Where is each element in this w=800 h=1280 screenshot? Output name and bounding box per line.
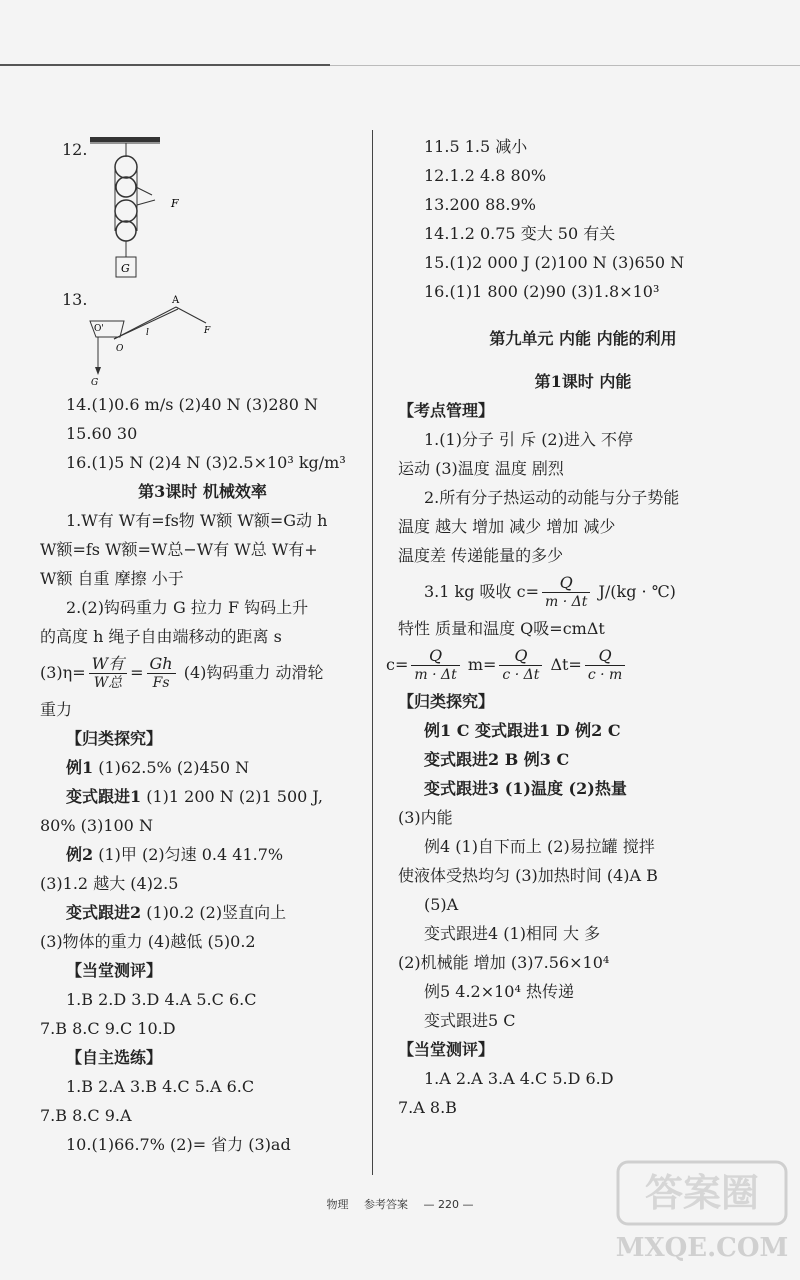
answer-r14: 14.1.2 0.75 变大 50 有关 <box>424 224 616 243</box>
kd-line3c-formulas <box>386 643 768 687</box>
watermark-text: 答案圈 <box>644 1170 760 1215</box>
fraction-dt <box>585 647 625 684</box>
dangtang-right-2: 7.A 8.B <box>398 1098 457 1117</box>
column-divider <box>372 130 373 1175</box>
formula-m: m= <box>462 655 497 674</box>
guilei-line3b: (3)内能 <box>398 808 453 827</box>
force-label-F1: F <box>204 326 211 336</box>
fraction-numerator: Q <box>411 647 459 666</box>
point-label-Oprime: O' <box>94 324 104 334</box>
kd-line1b: 运动 (3)温度 温度 剧烈 <box>398 459 564 478</box>
q12-number: 12. <box>62 140 88 159</box>
l3-efficiency-formula <box>40 651 365 695</box>
unit9-title: 第九单元 内能 内能的利用 <box>489 329 677 348</box>
kd-line3-formula <box>398 570 768 614</box>
section-kaodian: 【考点管理】 <box>398 401 495 420</box>
point-label-O: O <box>116 344 124 354</box>
section-guilei-right: 【归类探究】 <box>398 692 495 711</box>
fraction-numerator: Q <box>499 647 542 666</box>
left-column <box>40 135 365 1159</box>
q12-block <box>40 135 365 285</box>
q13-block <box>40 285 365 390</box>
guilei-line1: 例1 C 变式跟进1 D 例2 C <box>424 721 621 740</box>
example1 <box>40 753 365 782</box>
page-number: — 220 — <box>423 1198 474 1211</box>
variant2 <box>40 898 365 927</box>
l3-line3-tail: 重力 <box>40 700 73 719</box>
section-dangtang-right: 【当堂测评】 <box>398 1040 495 1059</box>
right-column <box>386 132 768 1122</box>
guilei-line6: 例5 4.2×10⁴ 热传递 <box>424 982 574 1001</box>
fraction-denominator: m · Δt <box>414 667 457 683</box>
fraction-m <box>499 647 542 684</box>
fraction-w <box>89 655 127 692</box>
formula-dt: Δt= <box>545 655 582 674</box>
guilei-line5: 变式跟进4 (1)相同 大 多 <box>424 924 601 943</box>
example-text: (1)甲 (2)匀速 0.4 41.7% <box>98 845 284 864</box>
fraction-numerator: Q <box>542 574 590 593</box>
variant1-cont: 80% (3)100 N <box>40 816 153 835</box>
fraction-c <box>411 647 459 684</box>
guilei-line4c: (5)A <box>424 895 459 914</box>
fraction-denominator: Fs <box>152 675 170 691</box>
section-guilei: 【归类探究】 <box>66 729 163 748</box>
l3-line1a: 1.W有 W有=fs物 W额 W额=G动 h <box>66 511 328 530</box>
section-dangtang: 【当堂测评】 <box>66 961 163 980</box>
fraction-denominator: c · m <box>587 667 623 683</box>
q13-number: 13. <box>62 290 88 309</box>
zizhu-answers-1: 1.B 2.A 3.B 4.C 5.A 6.C <box>66 1077 255 1096</box>
spacer <box>398 306 768 324</box>
formula-c: c= <box>386 655 409 674</box>
spacer <box>398 353 768 367</box>
kd-line3b: 特性 质量和温度 Q吸=cmΔt <box>398 619 605 638</box>
fraction-numerator: Q <box>585 647 625 666</box>
formula-prefix: (3)η= <box>40 663 86 682</box>
formula-suffix: J/(kg · ℃) <box>593 582 676 601</box>
guilei-line5b: (2)机械能 增加 (3)7.56×10⁴ <box>398 953 610 972</box>
zizhu-answers-3: 10.(1)66.7% (2)= 省力 (3)ad <box>66 1135 291 1154</box>
guilei-line7: 变式跟进5 C <box>424 1011 516 1030</box>
guilei-line3: 变式跟进3 (1)温度 (2)热量 <box>424 779 627 798</box>
variant-text: (1)0.2 (2)竖直向上 <box>146 903 287 922</box>
lesson1-title: 第1课时 内能 <box>534 372 632 391</box>
guilei-line4: 例4 (1)自下而上 (2)易拉罐 搅拌 <box>424 837 655 856</box>
kd-line2b: 温度 越大 增加 减少 增加 减少 <box>398 517 616 536</box>
footer-label: 参考答案 <box>364 1198 408 1211</box>
kd-line1a: 1.(1)分子 引 斥 (2)进入 不停 <box>424 430 633 449</box>
top-rule-light <box>330 65 800 66</box>
weight-label-G: G <box>91 378 99 388</box>
pulley-figure <box>90 135 210 285</box>
example-label: 例2 <box>66 845 94 864</box>
dangtang-answers-2: 7.B 8.C 9.C 10.D <box>40 1019 176 1038</box>
answer-q14: 14.(1)0.6 m/s (2)40 N (3)280 N <box>66 395 318 414</box>
guilei-line4b: 使液体受热均匀 (3)加热时间 (4)A B <box>398 866 658 885</box>
dangtang-right-1: 1.A 2.A 3.A 4.C 5.D 6.D <box>424 1069 614 1088</box>
fraction-gh <box>147 655 176 692</box>
answer-r15: 15.(1)2 000 J (2)100 N (3)650 N <box>424 253 685 272</box>
kd-line2c: 温度差 传递能量的多少 <box>398 546 564 565</box>
section-zizhu: 【自主选练】 <box>66 1048 163 1067</box>
answer-r13: 13.200 88.9% <box>424 195 536 214</box>
l3-line1c: W额 自重 摩擦 小于 <box>40 569 184 588</box>
variant-label: 变式跟进2 <box>66 903 142 922</box>
example2 <box>40 840 365 869</box>
fraction-denominator: W总 <box>93 675 123 691</box>
answer-q16: 16.(1)5 N (2)4 N (3)2.5×10³ kg/m³ <box>66 453 346 472</box>
kd-line2a: 2.所有分子热运动的动能与分子势能 <box>424 488 680 507</box>
watermark-logo <box>612 1158 792 1268</box>
fraction-numerator: Gh <box>147 655 176 674</box>
arm-label-l1: l <box>146 328 149 338</box>
watermark-url: MXQE.COM <box>615 1233 789 1263</box>
formula-prefix: 3.1 kg 吸收 c= <box>424 582 540 601</box>
fraction-denominator: c · Δt <box>502 667 540 683</box>
example-text: (1)62.5% (2)450 N <box>98 758 250 777</box>
variant1 <box>40 782 365 811</box>
variant-text: (1)1 200 N (2)1 500 J, <box>146 787 323 806</box>
fraction-c <box>542 574 590 611</box>
variant2-cont: (3)物体的重力 (4)越低 (5)0.2 <box>40 932 256 951</box>
answer-r12: 12.1.2 4.8 80% <box>424 166 547 185</box>
force-label-F: F <box>171 197 179 210</box>
l3-line2a: 2.(2)钩码重力 G 拉力 F 钩码上升 <box>66 598 309 617</box>
lesson3-title: 第3课时 机械效率 <box>138 482 267 501</box>
equals-sign: = <box>130 663 144 682</box>
answer-q15: 15.60 30 <box>66 424 138 443</box>
variant-label: 变式跟进1 <box>66 787 142 806</box>
point-label-A: A <box>172 295 180 306</box>
footer-subject: 物理 <box>326 1198 349 1211</box>
l3-line2b: 的高度 h 绳子自由端移动的距离 s <box>40 627 282 646</box>
top-rule <box>0 64 330 66</box>
fraction-numerator: W有 <box>89 655 127 674</box>
formula-suffix: (4)钩码重力 动滑轮 <box>178 663 324 682</box>
weight-label-G: G <box>121 262 130 275</box>
fraction-denominator: m · Δt <box>545 594 588 610</box>
guilei-line2: 变式跟进2 B 例3 C <box>424 750 570 769</box>
answer-r16: 16.(1)1 800 (2)90 (3)1.8×10³ <box>424 282 660 301</box>
example-label: 例1 <box>66 758 94 777</box>
lever-figure <box>88 289 288 389</box>
zizhu-answers-2: 7.B 8.C 9.A <box>40 1106 132 1125</box>
dangtang-answers-1: 1.B 2.D 3.D 4.A 5.C 6.C <box>66 990 257 1009</box>
l3-line1b: W额=fs W额=W总−W有 W总 W有+ <box>40 540 318 559</box>
answer-r11: 11.5 1.5 减小 <box>424 137 528 156</box>
example2-cont: (3)1.2 越大 (4)2.5 <box>40 874 179 893</box>
